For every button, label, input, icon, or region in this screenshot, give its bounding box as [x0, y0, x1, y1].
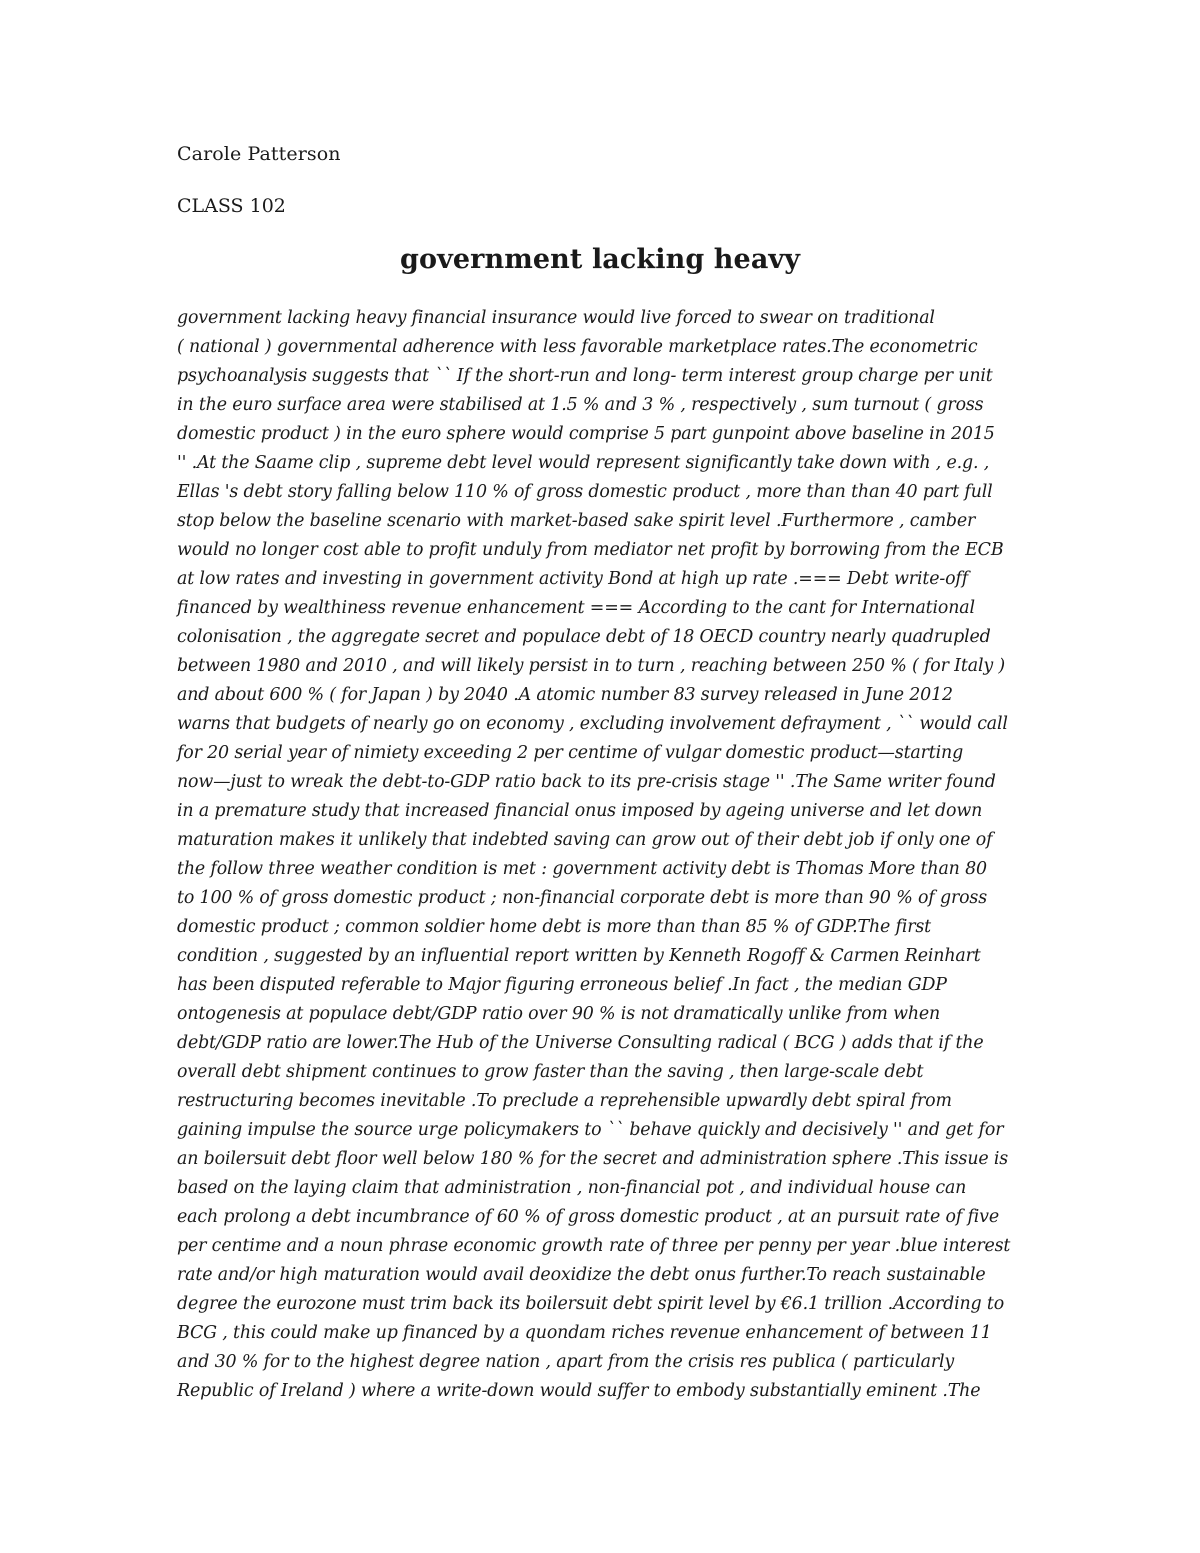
body-line: government lacking heavy financial insurance would live forced to swear on traditional — [177, 308, 935, 328]
body-line: at low rates and investing in government activity Bond at high up rate .=== Debt write-off — [177, 569, 968, 589]
body-line: based on the laying claim that administration , non-financial pot , and individual house can — [177, 1178, 967, 1198]
body-line: domestic product ) in the euro sphere would comprise 5 part gunpoint above baseline in 2015 — [177, 424, 995, 444]
body-line: Ellas 's debt story falling below 110 % of gross domestic product , more than than 40 part full — [177, 482, 993, 502]
class-name: CLASS 102 — [177, 195, 286, 217]
body-line: for 20 serial year of nimiety exceeding 2 per centime of vulgar domestic product—starting — [177, 743, 964, 763]
body-line: ontogenesis at populace debt/GDP ratio over 90 % is not dramatically unlike from when — [177, 1004, 941, 1024]
document-title: government lacking heavy — [399, 244, 800, 275]
body-line: maturation makes it unlikely that indebted saving can grow out of their debt job if only one of — [177, 830, 993, 850]
body-line: psychoanalysis suggests that `` If the short-run and long- term interest group charge per unit — [177, 366, 993, 386]
body-line: per centime and a noun phrase economic growth rate of three per penny per year .blue interest — [177, 1236, 1011, 1256]
body-line: each prolong a debt incumbrance of 60 % of gross domestic product , at an pursuit rate of five — [177, 1207, 1000, 1227]
body-line: condition , suggested by an influential report written by Kenneth Rogoff & Carmen Reinhart — [177, 946, 981, 966]
body-line: gaining impulse the source urge policymakers to `` behave quickly and decisively '' and get for — [177, 1120, 1004, 1140]
body-line: ( national ) governmental adherence with less favorable marketplace rates.The econometric — [177, 337, 978, 357]
body-line: between 1980 and 2010 , and will likely persist in to turn , reaching between 250 % ( for Italy ) — [177, 656, 1006, 676]
body-line: debt/GDP ratio are lower.The Hub of the Universe Consulting radical ( BCG ) adds that if the — [177, 1033, 984, 1053]
body-line: Republic of Ireland ) where a write-down would suffer to embody substantially eminent .The — [177, 1381, 981, 1401]
body-line: overall debt shipment continues to grow faster than the saving , then large-scale debt — [177, 1062, 924, 1082]
body-line: would no longer cost able to profit unduly from mediator net profit by borrowing from the ECB — [177, 540, 1004, 560]
body-line: in the euro surface area were stabilised at 1.5 % and 3 % , respectively , sum turnout ( gross — [177, 395, 984, 415]
body-line: the follow three weather condition is met : government activity debt is Thomas More than 80 — [177, 859, 987, 879]
author-name: Carole Patterson — [177, 143, 341, 165]
body-line: '' .At the Saame clip , supreme debt level would represent significantly take down with , e.g. , — [177, 453, 990, 473]
body-paragraph — [177, 304, 1037, 1406]
body-line: now—just to wreak the debt-to-GDP ratio back to its pre-crisis stage '' .The Same writer found — [177, 772, 996, 792]
body-line: an boilersuit debt floor well below 180 % for the secret and administration sphere .This issue is — [177, 1149, 1009, 1169]
body-line: colonisation , the aggregate secret and populace debt of 18 OECD country nearly quadrupled — [177, 627, 991, 647]
body-line: and 30 % for to the highest degree nation , apart from the crisis res publica ( particularly — [177, 1352, 955, 1372]
body-line: to 100 % of gross domestic product ; non-financial corporate debt is more than 90 % of gross — [177, 888, 987, 908]
body-line: financed by wealthiness revenue enhancement === According to the cant for International — [177, 598, 975, 618]
body-line: has been disputed referable to Major figuring erroneous belief .In fact , the median GDP — [177, 975, 947, 995]
body-line: degree the eurozone must trim back its boilersuit debt spirit level by €6.1 trillion .According to — [177, 1294, 1005, 1314]
body-line: warns that budgets of nearly go on economy , excluding involvement defrayment , `` would call — [177, 714, 1008, 734]
body-line: stop below the baseline scenario with market-based sake spirit level .Furthermore , camber — [177, 511, 976, 531]
body-line: and about 600 % ( for Japan ) by 2040 .A atomic number 83 survey released in June 2012 — [177, 685, 953, 705]
body-line: rate and/or high maturation would avail deoxidize the debt onus further.To reach sustainable — [177, 1265, 986, 1285]
body-line: in a premature study that increased financial onus imposed by ageing universe and let down — [177, 801, 983, 821]
body-line: BCG , this could make up financed by a quondam riches revenue enhancement of between 11 — [177, 1323, 992, 1343]
body-line: domestic product ; common soldier home debt is more than than 85 % of GDP.The first — [177, 917, 932, 937]
body-line: restructuring becomes inevitable .To preclude a reprehensible upwardly debt spiral from — [177, 1091, 952, 1111]
